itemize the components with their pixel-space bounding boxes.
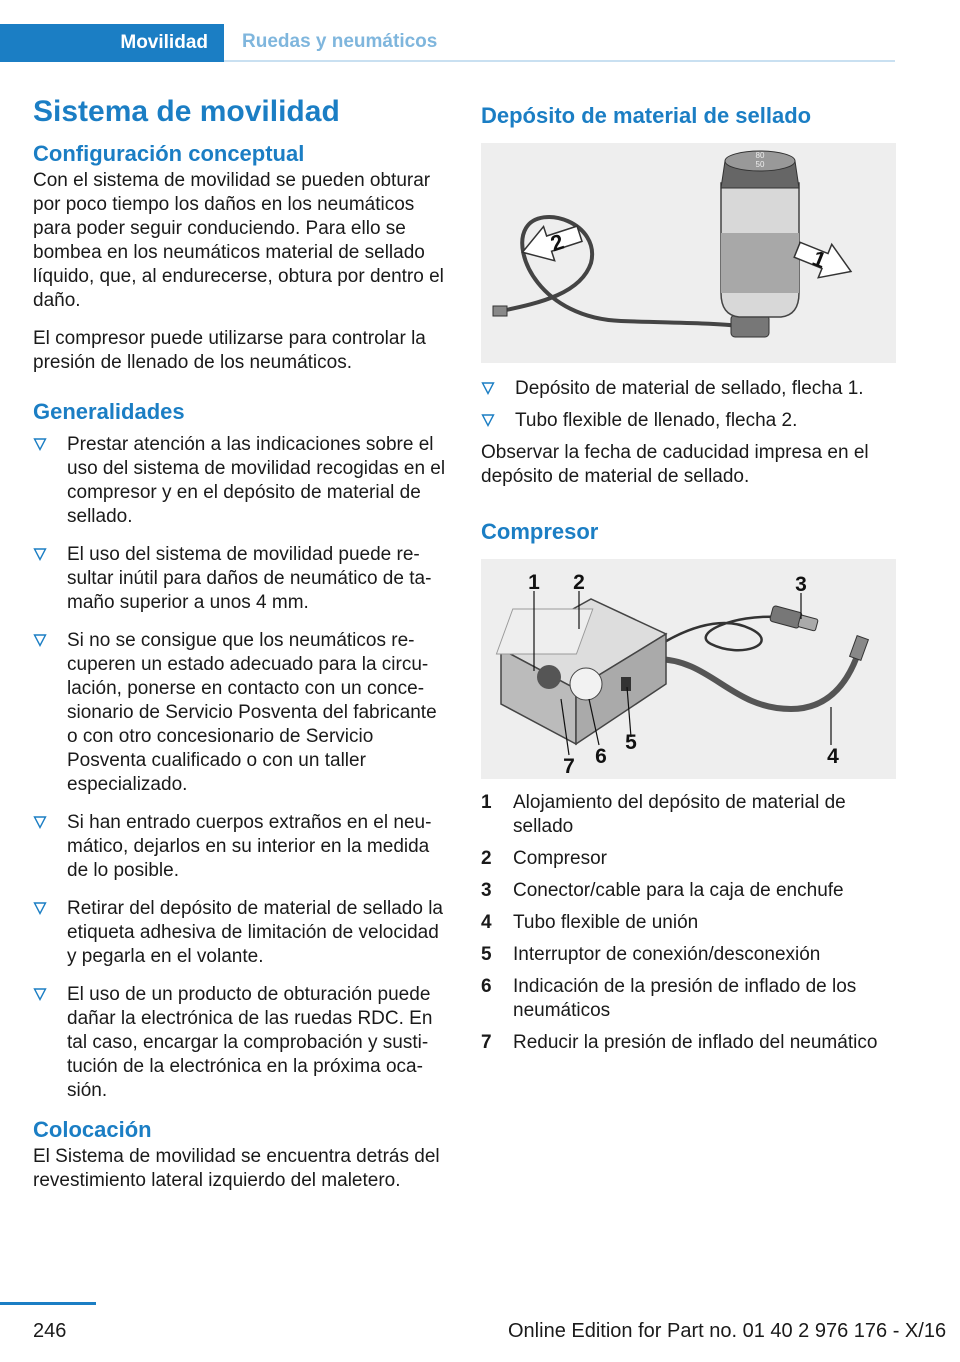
callout-5: 5 <box>625 731 637 754</box>
paragraph-colocacion: El Sistema de movilidad se encuentra detrás del revestimiento lateral izquierdo del maletero. <box>33 1146 440 1191</box>
list-item-text: Prestar atención a las indicaciones sobre el uso del sistema de movilidad recogidas en el compresor y en el depósito de material de sellado. <box>67 434 446 527</box>
heading-deposito: Depósito de material de sellado <box>481 103 812 128</box>
generalidades-list <box>33 433 448 1103</box>
list-item-text: El uso del sistema de movilidad puede resultar inútil para daños de neumático de tamaño superior a unos 4 mm. <box>67 544 432 613</box>
triangle-bullet-icon <box>33 547 47 561</box>
compressor-illustration <box>481 559 896 779</box>
legend-number: 4 <box>481 912 492 933</box>
paragraph-compresor-uso: El compresor puede utilizarse para controlar la presión de llenado de los neumáticos. <box>33 328 426 373</box>
compressor-figure <box>481 559 896 779</box>
heading-configuracion: Configuración conceptual <box>33 141 305 166</box>
legend-text: Compresor <box>513 848 607 869</box>
list-item <box>481 409 896 433</box>
heading-compresor: Compresor <box>481 519 599 544</box>
tab-movilidad[interactable]: Movilidad <box>0 24 224 62</box>
triangle-bullet-icon <box>33 437 47 451</box>
sealant-bottle-illustration <box>481 143 896 363</box>
right-column <box>481 95 896 1063</box>
callout-6: 6 <box>595 745 607 768</box>
list-item-text: Si han entrado cuerpos extraños en el neumático, dejarlos en su interior en la medida de lo posible. <box>67 812 432 881</box>
left-column <box>33 95 448 1193</box>
arrow-1-icon <box>790 233 857 288</box>
callout-2: 2 <box>573 571 585 594</box>
legend-row <box>481 943 896 967</box>
legend-text: Alojamiento del depósito de material de sellado <box>513 792 846 837</box>
triangle-bullet-icon <box>481 381 495 395</box>
list-item-text: Retirar del depósito de material de sellado la etiqueta adhesiva de limitación de velocidad y pegarla en el volante. <box>67 898 443 967</box>
list-item <box>33 433 448 529</box>
tab-ruedas-y-neumaticos[interactable]: Ruedas y neumáticos <box>224 24 895 62</box>
list-item <box>33 629 448 797</box>
legend-number: 2 <box>481 848 492 869</box>
legend-number: 3 <box>481 880 492 901</box>
list-item <box>33 811 448 883</box>
bottle-text-50: 50 <box>755 160 765 169</box>
triangle-bullet-icon <box>33 815 47 829</box>
legend-text: Tubo flexible de unión <box>513 912 699 933</box>
list-item <box>33 897 448 969</box>
list-item-text: Depósito de material de sellado, flecha 1. <box>515 378 864 399</box>
legend-number: 6 <box>481 976 492 997</box>
legend-text: Reducir la presión de inflado del neumático <box>513 1032 878 1053</box>
legend-text: Conector/cable para la caja de enchufe <box>513 880 844 901</box>
legend-text: Interruptor de conexión/desconexión <box>513 944 821 965</box>
list-item <box>33 983 448 1103</box>
legend-row <box>481 1031 896 1055</box>
triangle-bullet-icon <box>33 633 47 647</box>
triangle-bullet-icon <box>33 987 47 1001</box>
legend-row <box>481 847 896 871</box>
legend-row <box>481 911 896 935</box>
compressor-legend <box>481 791 896 1055</box>
deposito-list <box>481 377 896 433</box>
legend-row <box>481 879 896 903</box>
page-number: 246 <box>33 1320 67 1342</box>
paragraph-caducidad: Observar la fecha de caducidad impresa en el depósito de material de sellado. <box>481 442 869 487</box>
heading-generalidades: Generalidades <box>33 399 185 424</box>
legend-row <box>481 975 896 1023</box>
callout-1: 1 <box>528 571 540 594</box>
legend-number: 7 <box>481 1032 492 1053</box>
legend-row <box>481 791 896 839</box>
legend-number: 1 <box>481 792 492 813</box>
legend-number: 5 <box>481 944 492 965</box>
header-tabs <box>0 24 895 62</box>
list-item-text: Tubo flexible de llenado, flecha 2. <box>515 410 798 431</box>
arrow-label-1: 1 <box>808 245 830 274</box>
list-item <box>481 377 896 401</box>
heading-colocacion: Colocación <box>33 1117 152 1142</box>
paragraph-configuracion: Con el sistema de movilidad se pueden obturar por poco tiempo los daños en los neumáticos para poder seguir conduciendo. Para ello se bombea en los neumáticos material de sellado líquido, que, al endurecerse, obtura por dentro el daño. <box>33 170 444 311</box>
callout-4: 4 <box>827 745 839 768</box>
list-item-text: Si no se consigue que los neumáticos recuperen un estado adecuado para la circulación, ponerse en contacto con un concesionario de Servicio Posventa del fabricante o con otro concesionario de Servicio Posventa cualificado o con un taller especializado. <box>67 630 437 795</box>
legend-text: Indicación de la presión de inflado de los neumáticos <box>513 976 857 1021</box>
list-item <box>33 543 448 615</box>
arrow-label-2: 2 <box>547 228 567 257</box>
edition-note: Online Edition for Part no. 01 40 2 976 176 - X/16 <box>508 1320 947 1342</box>
list-item-text: El uso de un producto de obturación puede dañar la electrónica de las ruedas RDC. En tal caso, encargar la comprobación y sustitución de la electrónica en la próxima ocasión. <box>67 984 433 1101</box>
callout-3: 3 <box>795 573 807 596</box>
triangle-bullet-icon <box>33 901 47 915</box>
footer-accent-line <box>0 1302 96 1305</box>
bottle-text-80: 80 <box>755 151 765 160</box>
sealant-bottle-figure <box>481 143 896 363</box>
triangle-bullet-icon <box>481 413 495 427</box>
callout-7: 7 <box>563 755 575 778</box>
page-title: Sistema de movilidad <box>33 95 340 128</box>
